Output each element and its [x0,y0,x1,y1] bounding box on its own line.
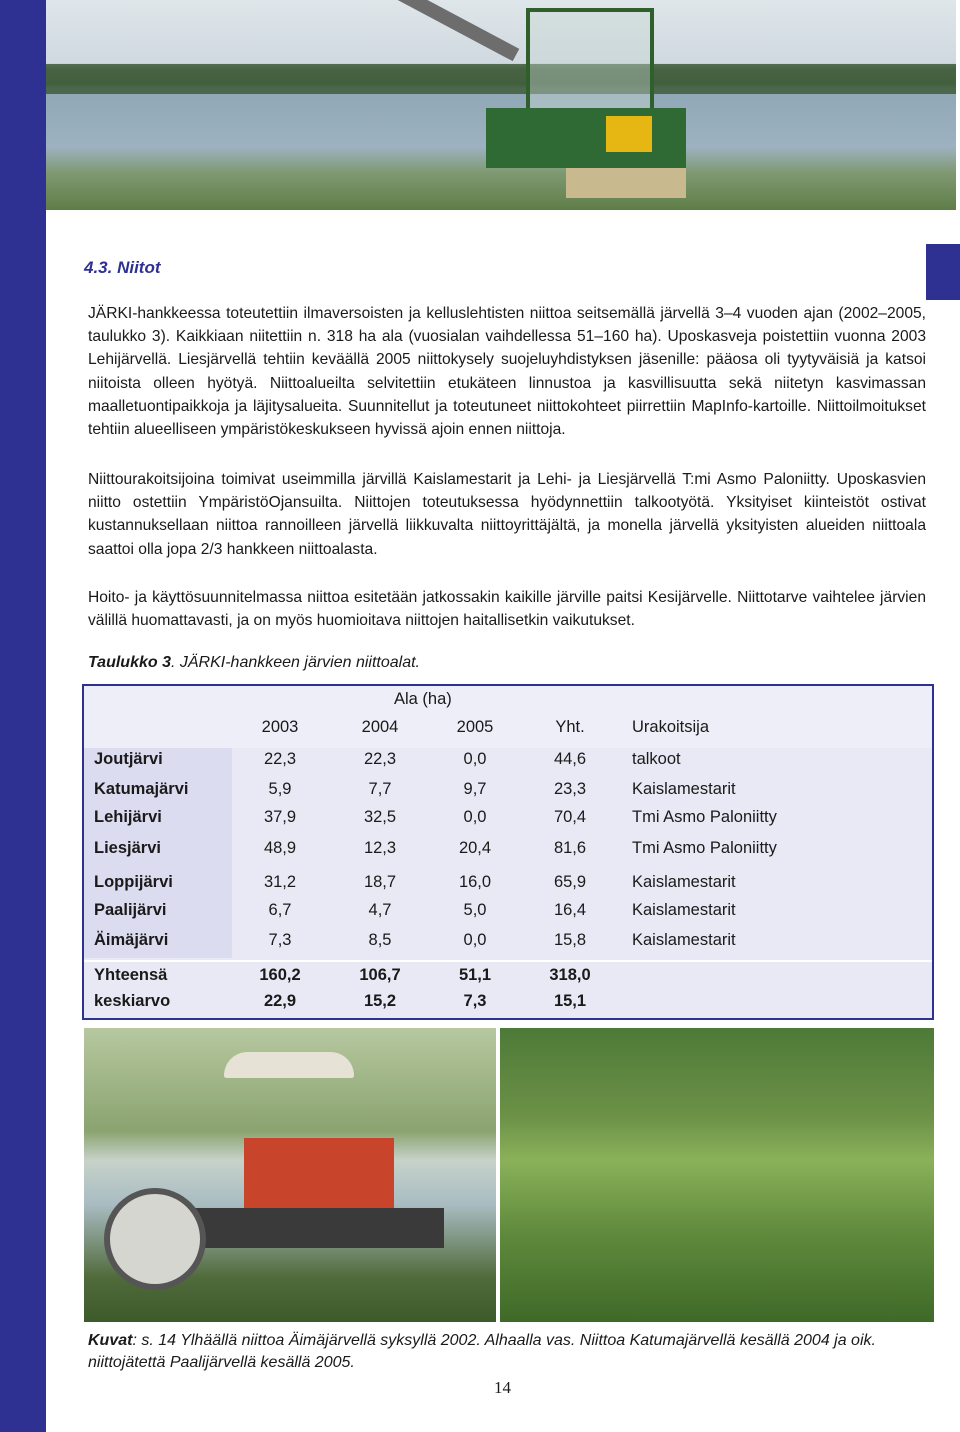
col-header-2005: 2005 [456,718,494,736]
cell-value: 16,4 [553,901,587,919]
cell-contractor: talkoot [632,750,681,768]
col-header-contractor: Urakoitsija [632,718,710,736]
cell-value: 18,7 [363,873,397,891]
cell-value: 4,7 [368,901,392,919]
paragraph-2: Niittourakoitsijoina toimivat useimmilla järvillä Kaislamestarit ja Lehi- ja Liesjärvellä T:mi Asmo Paloniitty. Uposkasvien niitto ostettiin YmpäristöOjansuilta. Niittojen toteutuksessa hyödynnettiin talkootyötä. Yksityiset kiinteistöt ostivat kustannuksellaan niittoa rannoilleen järvellä liikkuvalta niittoyrittäjältä, ja monella järvellä yksityisten alueiden niittoala saattoi olla jopa 2/3 hankkeen niittoalasta. [88,471,926,558]
photo-mowing-waste-paalijarvi [500,1028,934,1322]
table-caption-label: Taulukko 3 [88,654,171,671]
heading-box [46,244,926,300]
photo-mowing-katumajarvi [84,1028,496,1322]
left-sidebar-bar [0,0,46,1432]
mowing-area-table [82,684,934,1020]
total-value: 160,2 [259,966,301,984]
row-name: Liesjärvi [94,839,161,857]
paragraph-1: JÄRKI-hankkeessa toteutettiin ilmaversoisten ja kelluslehtisten niittoa seitsemällä järvellä 3–4 vuoden ajan (2002–2005, taulukko 3). Kaikkiaan niitettiin n. 318 ha ala (vuosialan vaihdellessa 51–160 ha). Uposkasveja poistettiin vuonna 2003 Lehijärvellä. Liesjärvellä tehtiin keväällä 2005 niittokysely suojeluyhdistyksen jäsenille: pääosa oli tyytyväisiä ja katsoi niitoista olleen hyötyä. Niittoalueilta selvitettiin etukäteen linnustoa ja kasvillisuutta sekä niitetyn kasvimassan maalletuontipaikkoja ja läjitysalueita. Suunnitellut ja toteutuneet niittokohteet piirrettiin MapInfo-kartoille. Niittoilmoitukset tehtiin alueelliseen ympäristökeskukseen hyvissä ajoin ennen niittoja. [88,305,926,439]
table-caption-text: . JÄRKI-hankkeen järvien niittoalat. [170,654,420,671]
cell-value: 70,4 [553,808,587,826]
average-row-name: keskiarvo [94,992,171,1010]
total-row-name: Yhteensä [94,966,168,984]
cell-value: 0,0 [463,750,487,768]
cell-value: 7,7 [368,780,392,798]
average-value: 15,2 [363,992,397,1010]
col-header-2003: 2003 [261,718,299,736]
row-name: Katumajärvi [94,780,189,798]
section-heading: 4.3. Niitot [84,258,161,277]
cell-value: 5,9 [268,780,292,798]
col-header-total: Yht. [555,718,585,736]
cell-value: 37,9 [263,808,297,826]
average-value: 7,3 [463,992,487,1010]
average-value: 22,9 [263,992,297,1010]
col-header-2004: 2004 [361,718,399,736]
cell-contractor: Kaislamestarit [632,873,736,891]
cell-value: 6,7 [268,901,292,919]
cell-value: 20,4 [458,839,492,857]
cell-value: 12,3 [363,839,397,857]
cell-value: 22,3 [263,750,297,768]
average-value: 15,1 [553,992,587,1010]
row-name: Loppijärvi [94,873,173,891]
cell-value: 48,9 [263,839,297,857]
mowing-machine [104,1138,464,1288]
cell-value: 32,5 [363,808,397,826]
cell-contractor: Kaislamestarit [632,931,736,949]
cell-value: 81,6 [553,839,587,857]
umbrella [224,1052,354,1078]
cell-value: 5,0 [463,901,487,919]
total-value: 106,7 [359,966,401,984]
cell-value: 15,8 [553,931,587,949]
cell-contractor: Kaislamestarit [632,780,736,798]
cell-value: 23,3 [553,780,587,798]
row-name: Paalijärvi [94,901,167,919]
cell-contractor: Tmi Asmo Paloniitty [632,808,777,826]
total-value: 318,0 [549,966,591,984]
cell-value: 65,9 [553,873,587,891]
row-name: Lehijärvi [94,808,162,826]
cell-value: 0,0 [463,931,487,949]
photo-caption-label: Kuvat [88,1332,133,1349]
cell-value: 22,3 [363,750,397,768]
photo-reed-harvester-aimajarvi [46,0,956,210]
cell-value: 7,3 [268,931,292,949]
table-caption [88,654,420,672]
table-group-header: Ala (ha) [394,690,452,708]
total-value: 51,1 [458,966,492,984]
cell-value: 16,0 [458,873,492,891]
row-name: Joutjärvi [94,750,163,768]
page-number: 14 [494,1378,511,1397]
cell-contractor: Tmi Asmo Paloniitty [632,839,777,857]
cell-value: 44,6 [553,750,587,768]
harvester-machine [416,8,676,188]
cell-value: 8,5 [368,931,392,949]
photo-caption-text: : s. 14 Ylhäällä niittoa Äimäjärvellä syksyllä 2002. Alhaalla vas. Niittoa Katumajärvellä kesällä 2004 ja oik. niittojätettä Paalijärvellä kesällä 2005. [88,1332,876,1371]
cell-contractor: Kaislamestarit [632,901,736,919]
row-name: Äimäjärvi [94,931,169,949]
cell-value: 31,2 [263,873,297,891]
cell-value: 9,7 [463,780,487,798]
cell-value: 0,0 [463,808,487,826]
photo-caption [88,1330,934,1374]
paragraph-3: Hoito- ja käyttösuunnitelmassa niittoa esitetään jatkossakin kaikille järville paitsi Kesijärvelle. Niittotarve vaihtelee järvien välillä huomattavasti, ja on myös huomioitava niittojen haitallisetkin vaikutukset. [88,589,926,630]
